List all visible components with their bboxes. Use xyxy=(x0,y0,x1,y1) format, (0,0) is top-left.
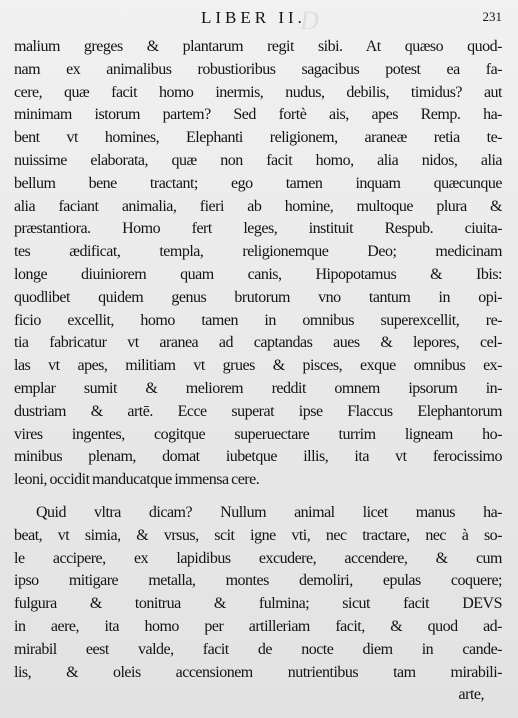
text-line: las vt apes, militiam vt grues & pisces, exque omnibus ex- xyxy=(14,357,502,375)
text-line: ipso mitigare metalla, montes demoliri, epulas coquere; xyxy=(14,572,502,590)
text-line: minibus plenam, domat iubetque illis, ita vt ferocissimo xyxy=(14,448,502,466)
page-number: 231 xyxy=(482,9,502,24)
text-line: emplar sumit & meliorem reddit omnem ipsorum in- xyxy=(14,379,502,397)
text-line: leoni, occidit manducatque immensa cere. xyxy=(14,471,260,489)
text-line: cere, quæ facit homo inermis, nudus, debilis, timidus? aut xyxy=(14,83,502,101)
text-line: tia fabricatur vt aranea ad captandas aues & lepores, cel- xyxy=(14,334,502,352)
text-line: minimam istorum partem? Sed fortè ais, apes Remp. ha- xyxy=(14,106,502,124)
text-line: vires ingentes, cogitque superuectare turrim ligneam ho- xyxy=(14,425,502,443)
paragraph-1 xyxy=(14,36,502,492)
text-block xyxy=(14,36,502,707)
text-line: le accipere, ex lapidibus excudere, accendere, & cum xyxy=(14,549,502,567)
text-line: beat, vt simia, & vrsus, scit igne vti, nec tractare, nec à so- xyxy=(14,526,502,544)
paragraph-2 xyxy=(14,502,502,707)
text-line: longe diuiniorem quam canis, Hipopotamus & Ibis: xyxy=(14,265,502,283)
text-line: bellum bene tractant; ego tamen inquam quæcunque xyxy=(14,174,502,192)
paragraph-gap xyxy=(14,492,502,502)
running-head xyxy=(0,6,518,32)
text-line: mirabil eest valde, facit de nocte diem in cande- xyxy=(14,640,502,658)
text-line: tes ædificat, templa, religionemque Deo; medicinam xyxy=(14,243,502,261)
text-line: præstantiora. Homo fert leges, instituit Respub. ciuita- xyxy=(14,220,502,238)
text-line: nuissime elaborata, quæ non facit homo, alia nidos, alia xyxy=(14,151,502,169)
running-title: LIBER II. xyxy=(201,8,306,27)
text-line: fulgura & tonitrua & fulmina; sicut facit DEVS xyxy=(14,595,502,613)
text-line: dustriam & artē. Ecce superat ipse Flaccus Elephantorum xyxy=(14,402,502,420)
bleed-through-mark: D xyxy=(300,6,327,35)
catchword: arte, xyxy=(458,686,484,704)
text-line: alia faciant animalia, fieri ab homine, multoque plura & xyxy=(14,197,502,215)
text-line: malium greges & plantarum regit sibi. At quæso quod- xyxy=(14,38,502,55)
text-line: in aere, ita homo per artilleriam facit, & quod ad- xyxy=(14,617,502,635)
text-line: nam ex animalibus robustioribus sagacibus potest ea fa- xyxy=(14,60,502,78)
text-line: bent vt homines, Elephanti religionem, araneæ retia te- xyxy=(14,129,502,147)
text-line: Quid vltra dicam? Nullum animal licet manus ha- xyxy=(36,503,502,521)
text-line: ficio excellit, homo tamen in omnibus superexcellit, re- xyxy=(14,311,502,329)
text-line: quodlibet quidem genus brutorum vno tantum in opi- xyxy=(14,288,502,306)
text-line: lis, & oleis accensionem nutrientibus tam mirabili- xyxy=(14,663,502,681)
